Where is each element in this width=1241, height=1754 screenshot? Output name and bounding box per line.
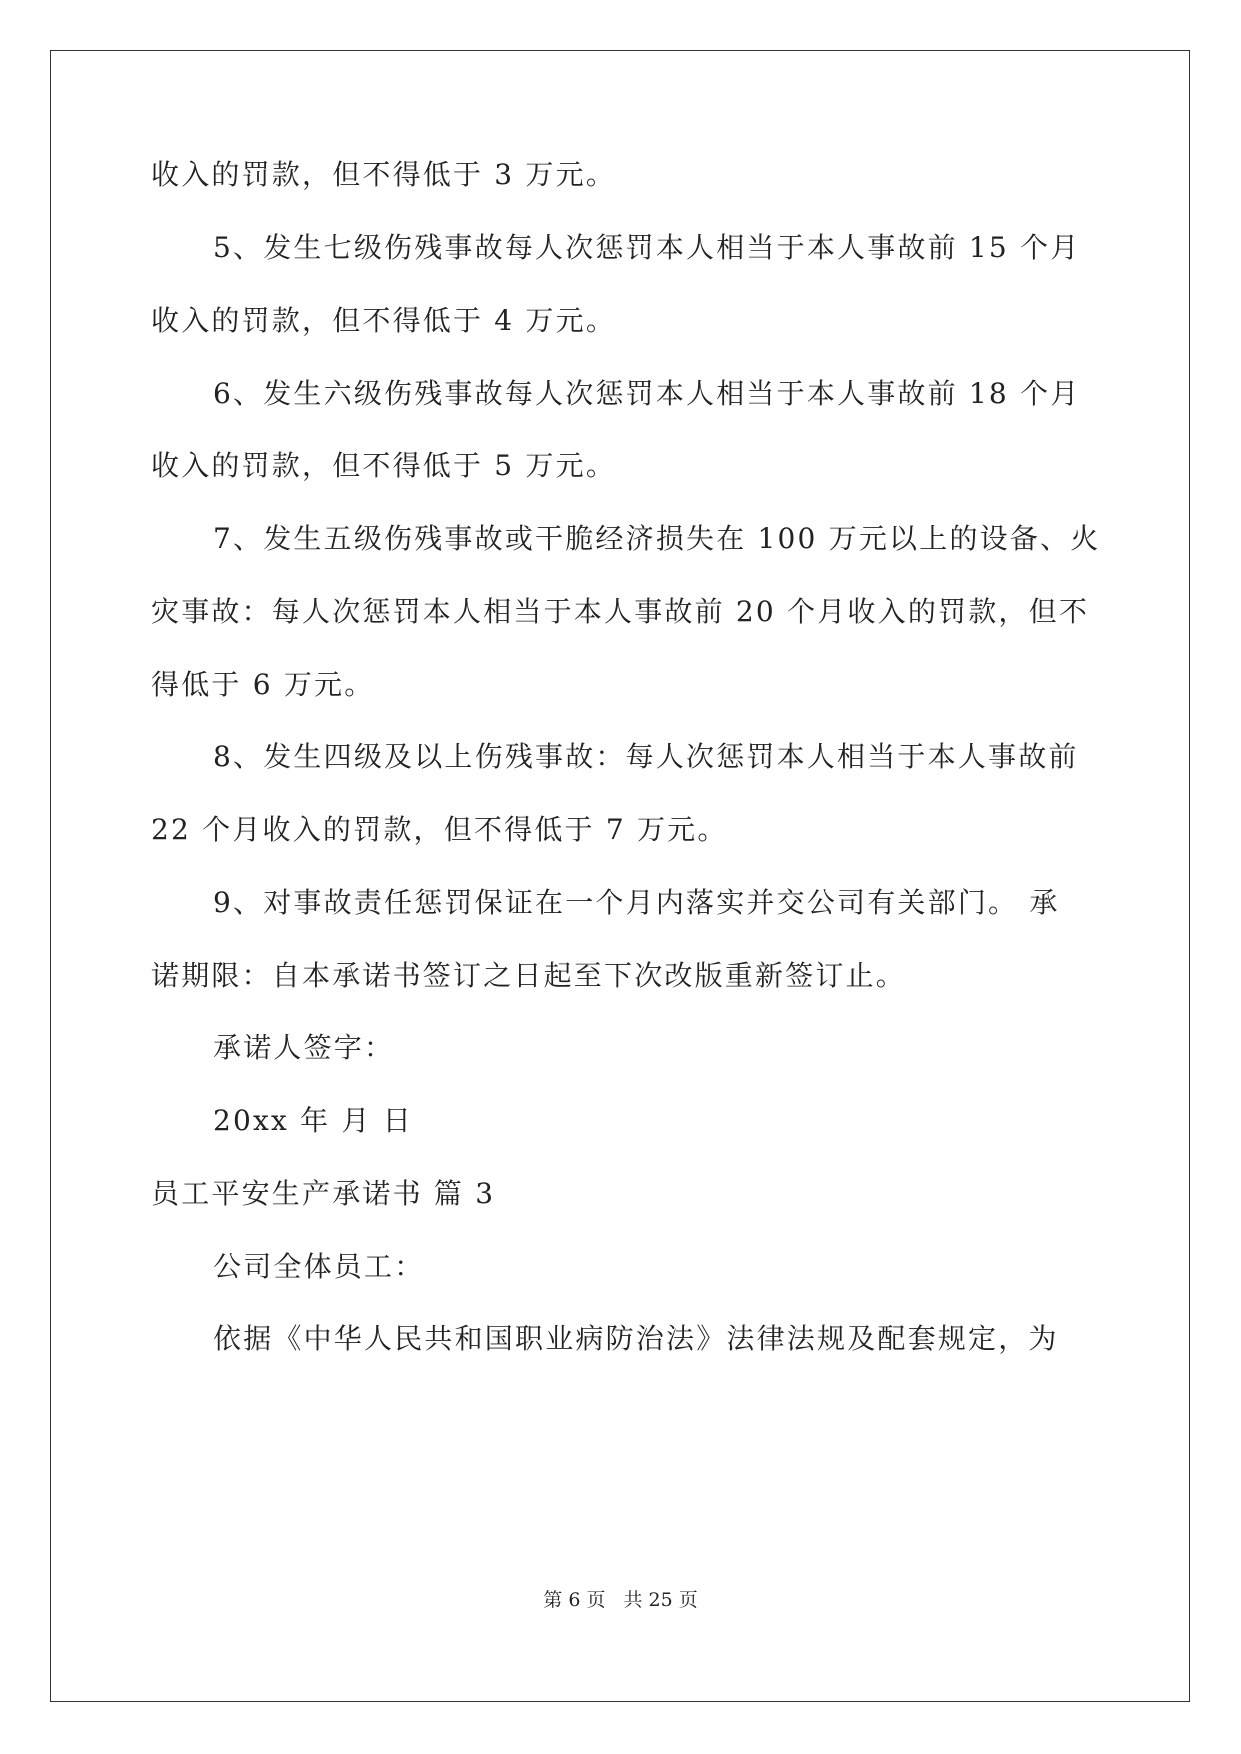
text-line: 收入的罚款，但不得低于 4 万元。 — [151, 304, 617, 337]
page-number: 第 6 页 — [543, 1589, 606, 1611]
page-frame — [50, 50, 1190, 1702]
text-line: 22 个月收入的罚款，但不得低于 7 万元。 — [151, 813, 728, 846]
text-line: 9、对事故责任惩罚保证在一个月内落实并交公司有关部门。 承 — [213, 886, 1060, 919]
text-line: 8、发生四级及以上伤残事故：每人次惩罚本人相当于本人事故前 — [213, 740, 1079, 773]
section-title: 员工平安生产承诺书 篇 3 — [151, 1177, 496, 1210]
text-line: 得低于 6 万元。 — [151, 668, 375, 701]
text-line: 诺期限：自本承诺书签订之日起至下次改版重新签订止。 — [151, 959, 907, 992]
page-total: 共 25 页 — [623, 1589, 698, 1611]
page-footer — [0, 1588, 1241, 1612]
text-line: 灾事故：每人次惩罚本人相当于本人事故前 20 个月收入的罚款，但不 — [151, 595, 1090, 628]
salutation: 公司全体员工： — [213, 1250, 425, 1283]
text-line: 6、发生六级伤残事故每人次惩罚本人相当于本人事故前 18 个月 — [213, 377, 1081, 410]
date-line: 20xx 年 月 日 — [213, 1104, 413, 1137]
signature-label: 承诺人签字： — [213, 1031, 395, 1064]
text-line: 收入的罚款，但不得低于 5 万元。 — [151, 449, 617, 482]
text-line: 5、发生七级伤残事故每人次惩罚本人相当于本人事故前 15 个月 — [213, 231, 1081, 264]
text-line: 7、发生五级伤残事故或干脆经济损失在 100 万元以上的设备、火 — [213, 522, 1101, 555]
text-line: 收入的罚款，但不得低于 3 万元。 — [151, 158, 617, 191]
text-line: 依据《中华人民共和国职业病防治法》法律法规及配套规定，为 — [213, 1322, 1059, 1355]
